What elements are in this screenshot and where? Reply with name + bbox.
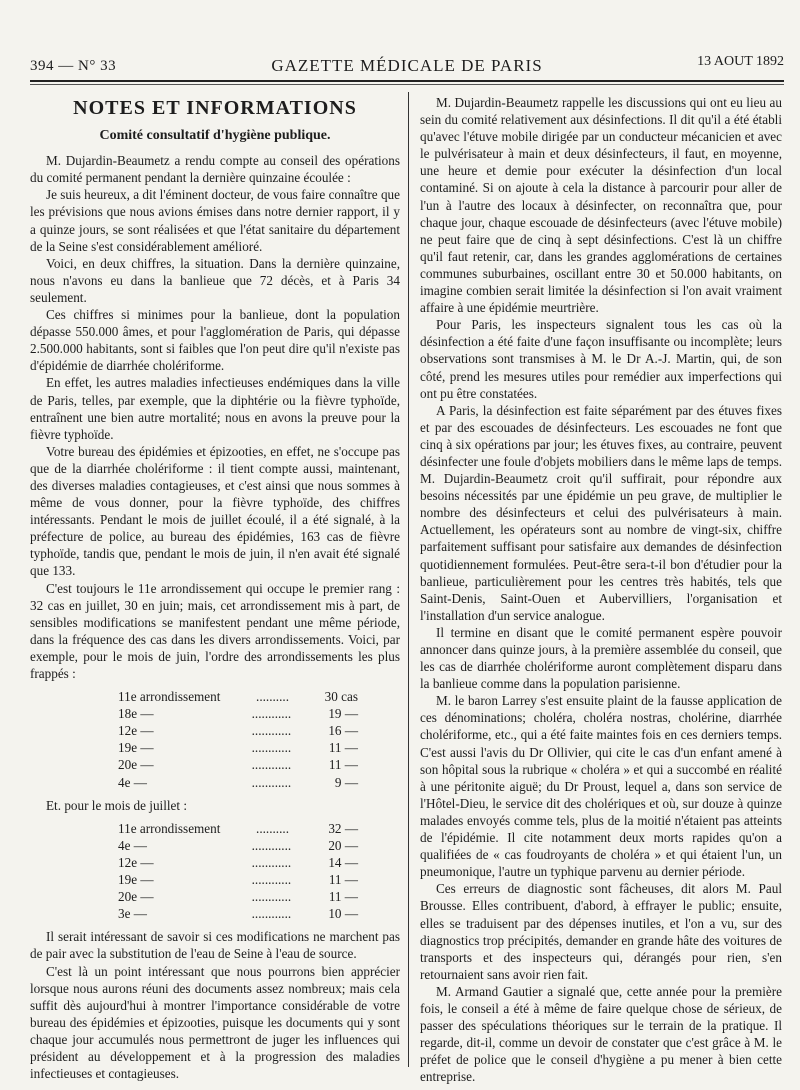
count-cell: 11 — (328, 757, 358, 773)
right-column (420, 94, 782, 1085)
count-cell: 10 — (328, 906, 358, 922)
table-row (118, 705, 358, 722)
paragraph: Votre bureau des épidémies et épizooties, en effet, ne s'occupe pas que de la diarrhée cholériforme : il tient compte aussi, maintenant, des diverses maladies contagieuses, et c'est ainsi que nous sommes à même de vous donner, pour la fièvre typhoïde, des chiffres intéressants. Pendant le mois de juillet écoulé, il a été signalé, à la préfecture de police, au bureau des épidémies, 163 cas de fièvre typhoïde, tandis que, pendant le mois de juin, il n'en avait été signalé que 133. (30, 443, 400, 579)
paragraph: Il termine en disant que le comité permanent espère pouvoir annoncer dans quinze jours, à la première assemblée du conseil, que les cas de diarrhée cholériforme auront complètement disparu dans la banlieue comme dans la population parisienne. (420, 624, 782, 692)
leader-dots: ............ (251, 740, 292, 756)
paragraph: M. le baron Larrey s'est ensuite plaint de la fausse application de ces dénominations; choléra, choléra nostras, cholérine, diarrhée cholériforme, etc., qui a été faite maintes fois en ces derniers temps. C'est aussi l'avis du Dr Ollivier, qui cite le cas d'un enfant amené à son hôpital sous la rubrique « choléra » et qui a succombé en réalité à une péritonite aiguë; du Dr Proust, lequel a, dans son service de l'Hôtel-Dieu, le service dit des cholériques et où, sur douze à quinze malades envoyés comme tels, plus de la moitié n'étaient pas atteints de l'épidémie. Il cite notamment deux morts rapides qu'on a qualifiées de « cas foudroyants de choléra » et qui étaient l'un, un pneumonique, l'autre un typhique parvenu au dernier période. (420, 693, 782, 880)
page-header (30, 54, 784, 78)
leader-dots: ............ (251, 854, 292, 870)
table-row (118, 905, 358, 922)
arrondissement-cell: 4e — (118, 837, 147, 853)
arrondissement-cell: 4e — (118, 774, 147, 790)
arrondissement-cell: 12e — (118, 854, 154, 870)
count-cell: 11 — (328, 740, 358, 756)
june-stats-table (118, 688, 358, 791)
header-rule (30, 80, 784, 82)
table-row (118, 722, 358, 739)
left-column (30, 90, 400, 1082)
journal-title: GAZETTE MÉDICALE DE PARIS (271, 56, 543, 75)
header-rule-thin (30, 84, 784, 85)
leader-dots: ............ (251, 706, 292, 722)
arrondissement-cell: 11e arrondissement (118, 689, 221, 705)
paragraph: Je suis heureux, a dit l'éminent docteur, de vous faire connaître que les prévisions que nous avions émises dans notre dernier rapport, il y a quinze jours, se sont réalisées et que l'état sanitaire du département de la Seine s'est considérablement amélioré. (30, 187, 400, 254)
arrondissement-cell: 20e — (118, 757, 154, 773)
paragraph: En effet, les autres maladies infectieuses endémiques dans la ville de Paris, telles, par exemple, que la diphtérie ou la fièvre typhoïde, entraînent une bien autre mortalité; nous en avons la preuve pour la fièvre typhoïde. (30, 375, 400, 442)
paragraph: C'est toujours le 11e arrondissement qui occupe le premier rang : 32 cas en juillet, 30 en juin; mais, cet arrondissement mis à part, de sensibles modifications se manifestent pendant une même période, dans la fréquence des cas dans les divers arrondissements. Voici, par exemple, pour le mois de juin, l'ordre des arrondissements les plus frappés : (30, 580, 400, 681)
arrondissement-cell: 3e — (118, 906, 147, 922)
count-cell: 9 — (334, 774, 358, 790)
table-row (118, 871, 358, 888)
count-cell: 14 — (328, 854, 358, 870)
arrondissement-cell: 18e — (118, 706, 154, 722)
table-row (118, 854, 358, 871)
paragraph: M. Dujardin-Beaumetz a rendu compte au conseil des opérations du comité permanent pendant la dernière quinzaine écoulée : (30, 153, 400, 186)
arrondissement-cell: 19e — (118, 872, 154, 888)
leader-dots: ............ (251, 872, 292, 888)
leader-dots: ............ (251, 889, 292, 905)
count-cell: 16 — (328, 723, 358, 739)
arrondissement-cell: 19e — (118, 740, 154, 756)
table-row (118, 820, 358, 837)
page-number: 394 — N° 33 (30, 58, 117, 74)
leader-dots: ............ (251, 837, 292, 853)
paragraph: Ces chiffres si minimes pour la banlieue, dont la population dépasse 550.000 âmes, et pour l'agglomération de Paris, qui dépasse 2.500.000 habitants, sont si faibles que l'on peut dire qu'il n'existe pas d'épidémie de diarrhée cholériforme. (30, 307, 400, 374)
table-row (118, 888, 358, 905)
issue-date: 13 AOUT 1892 (697, 54, 784, 69)
leader-dots: .......... (256, 820, 289, 836)
count-cell: 30 cas (324, 689, 358, 705)
arrondissement-cell: 11e arrondissement (118, 820, 221, 836)
column-divider (408, 92, 409, 1067)
count-cell: 20 — (328, 837, 358, 853)
arrondissement-cell: 20e — (118, 889, 154, 905)
table-row (118, 756, 358, 773)
paragraph: M. Armand Gautier a signalé que, cette année pour la première fois, le conseil a été à même de faire quelque chose de sérieux, de passer des spéculations théoriques sur le terrain de la pratique. Il regarde, dit-il, comme un devoir de constater que c'est grâce à M. le préfet de police que le conseil d'hygiène a pu mener à bien cette entreprise. (420, 983, 782, 1085)
section-title: NOTES ET INFORMATIONS (73, 97, 357, 119)
table-row (118, 688, 358, 705)
count-cell: 11 — (328, 872, 358, 888)
paragraph: M. Dujardin-Beaumetz rappelle les discussions qui ont eu lieu au sein du comité relativement aux désinfections. Il dit qu'il a été établi qu'avec l'étuve mobile dirigée par un conducteur mécanicien et avec le pulvérisateur à main et deux désinfecteurs, il faut, en moyenne, une heure et demie pour exécuter la désinfection d'un local contaminé. Si on ajoute à cela la distance à parcourir pour aller de l'un à l'autre des locaux à désinfecter, on reconnaîtra que, pour chaque jour, chaque escouade de désinfecteurs (avec l'étuve mobile) ne peut faire que de cinq à sept désinfections. C'est là un chiffre qu'il faut retenir, car, dans les grandes agglomérations de certaines communes suburbaines, oscillant entre 30 et 50.000 habitants, on imagine combien serait limitée la désinfection si l'on avait vraiment affaire à une épidémie meurtrière. (420, 95, 782, 316)
paragraph: Pour Paris, les inspecteurs signalent tous les cas où la désinfection a été faite d'une façon insuffisante ou incomplète; leurs observations sont transmises à M. le Dr A.-J. Martin, qui, de son côté, prend les mesures utiles pour remédier aux imperfections qui ont pu être constatées. (420, 317, 782, 401)
count-cell: 19 — (328, 706, 358, 722)
leader-dots: ............ (251, 774, 292, 790)
paragraph: Il serait intéressant de savoir si ces modifications ne marchent pas de pair avec la substitution de l'eau de Seine à l'eau de source. (30, 929, 400, 962)
arrondissement-cell: 12e — (118, 723, 154, 739)
count-cell: 32 — (328, 820, 358, 836)
table-row (118, 837, 358, 854)
paragraph: C'est là un point intéressant que nous pourrons bien apprécier lorsque nous aurons réuni des documents assez nombreux; mais cela suffit dès aujourd'hui à montrer l'importance considérable de votre bureau des épidémies et épizooties, puisque les documents qui y sont chaque jour accumulés nous permettront de juger les influences qui président au développement et à la progression des maladies infectieuses et contagieuses. (30, 963, 400, 1082)
leader-dots: .......... (256, 689, 289, 705)
count-cell: 11 — (328, 889, 358, 905)
paragraph: Ces erreurs de diagnostic sont fâcheuses, dit alors M. Paul Brousse. Elles contribuent, d'abord, à effrayer le public; ensuite, elles se traduisent par des dépenses inutiles, et l'on a vu, sur des diagnostics trop précipités, demander en grande hâte des voitures de transports et des inspecteurs qui, dérangés pour rien, s'en retournaient sans avoir rien fait. (420, 881, 782, 982)
subsection-title: Comité consultatif d'hygiène publique. (99, 128, 331, 144)
july-label: Et. pour le mois de juillet : (46, 797, 188, 813)
leader-dots: ............ (251, 906, 292, 922)
leader-dots: ............ (251, 723, 292, 739)
table-row (118, 739, 358, 756)
leader-dots: ............ (251, 757, 292, 773)
paragraph: Voici, en deux chiffres, la situation. Dans la dernière quinzaine, nous n'avons eu dans la banlieue que 72 décès, et à Paris 34 seulement. (30, 255, 400, 305)
paragraph: A Paris, la désinfection est faite séparément par des étuves fixes et par des escouades de désinfecteurs. Les escouades ne font que cinq à six opérations par jour; les étuves fixes, au contraire, peuvent désinfecter une foule d'objets mobiliers dans le même laps de temps. M. Dujardin-Beaumetz croit qu'il suffirait, pour répondre aux besoins nécessités par une épidémie un peu grave, de multiplier le nombre des désinfecteurs et celui des pulvérisateurs à main. Actuellement, les opérateurs sont au nombre de vingt-six, chiffre parfaitement suffisant pour satisfaire aux demandes de désinfection quotidiennement formulées. Peut-être sera-t-il bon d'étudier pour la banlieue, particulièrement pour les centres très habités, tels que Saint-Denis, Saint-Ouen et Aubervilliers, l'organisation et l'installation d'un service analogue. (420, 402, 782, 623)
table-row (118, 774, 358, 791)
july-stats-table (118, 820, 358, 923)
